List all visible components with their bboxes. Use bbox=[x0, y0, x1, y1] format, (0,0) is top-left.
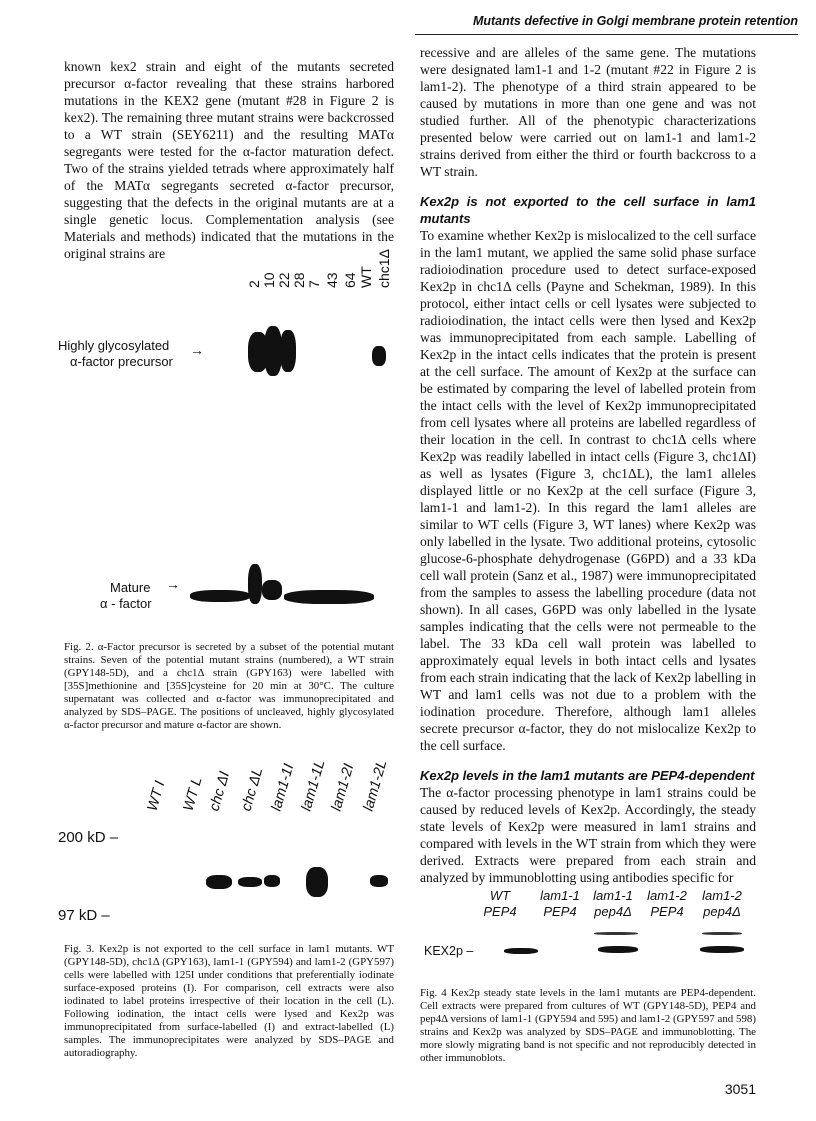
fig3-lane-label: chc ΔL bbox=[238, 765, 267, 813]
arrow-icon: → bbox=[166, 578, 180, 593]
fig4-lane-header bbox=[637, 888, 697, 920]
fig4-lane-top: lam1-1 bbox=[593, 888, 633, 903]
figure-3 bbox=[40, 745, 410, 930]
fig4-band bbox=[598, 946, 638, 953]
fig2-mature-label-2: α - factor bbox=[100, 596, 152, 611]
fig2-band bbox=[372, 346, 386, 366]
fig4-lane-bottom: pep4Δ bbox=[703, 904, 741, 919]
fig2-band bbox=[284, 590, 374, 604]
fig3-lane-label: lam1-1I bbox=[268, 762, 298, 813]
fig3-marker-97: 97 kD – bbox=[58, 907, 110, 924]
fig2-band bbox=[280, 330, 296, 372]
fig4-lane-bottom: PEP4 bbox=[543, 904, 577, 919]
fig2-lane-label: WT bbox=[358, 266, 374, 288]
fig4-lane-header bbox=[530, 888, 590, 920]
fig4-band bbox=[594, 932, 638, 935]
fig4-lane-bottom: pep4Δ bbox=[594, 904, 632, 919]
figure-2 bbox=[40, 240, 410, 640]
fig3-lane-label: lam1-1L bbox=[298, 758, 329, 813]
figure-4 bbox=[420, 880, 760, 970]
fig2-lane-label: 22 bbox=[276, 272, 292, 288]
fig2-caption: Fig. 2. α-Factor precursor is secreted by a subset of the potential mutant strains. Seven of the potential mutant strains (numbered), a WT strain (GPY148-5D), and a chc1Δ strain (GPY163) were labelled with [35S]methionine and [35S]cysteine for 20 min at 30°C. The culture supernatant was collected and α-factor was immunoprecipitated and analyzed by SDS–PAGE. The positions of uncleaved, highly glycosylated α-factor precursor and mature α-factor are shown. bbox=[64, 641, 394, 731]
fig3-band bbox=[370, 875, 388, 887]
right-column bbox=[420, 44, 756, 886]
fig2-lane-label: 43 bbox=[324, 272, 340, 288]
fig4-lane-top: WT bbox=[489, 888, 511, 903]
fig4-lane-header bbox=[692, 888, 752, 920]
fig2-precursor-label-2: α-factor precursor bbox=[70, 354, 173, 369]
fig3-caption: Fig. 3. Kex2p is not exported to the cell surface in lam1 mutants. WT (GPY148-5D), chc1Δ (GPY163), lam1-1 (GPY594) and lam1-2 (GPY597) cells were labelled with 125I under conditions that preferentially iodinate surface-exposed proteins (I). For comparison, cell extracts were also iodinated to label proteins irrespective of their location in the cell (L). Following iodination, the intact cells were lysed and Kex2p was immunoprecipitated from surface-labelled (I) and extract-labelled (L) samples. The immunoprecipitates were analyzed by SDS–PAGE and autoradiography. bbox=[64, 943, 394, 1059]
right-paragraph-3: The α-factor processing phenotype in lam1 strains could be caused by reduced levels of Kex2p. Accordingly, the steady state levels of Kex2p were measured in lam1 strains and compared with levels in the WT strain from which they were derived. Extracts were prepared from each strain and analyzed by immunoblotting using antibodies specific for bbox=[420, 785, 756, 885]
fig2-lane-label: 28 bbox=[291, 272, 307, 288]
fig4-lane-top: lam1-2 bbox=[647, 888, 687, 903]
fig4-lane-top: lam1-2 bbox=[702, 888, 742, 903]
right-paragraph-2: To examine whether Kex2p is mislocalized to the cell surface in the lam1 mutant, we applied the same solid phase surface radioiodination procedure used to detect surface-exposed Kex2p in chc1Δ cells (Payne and Schekman, 1989). In this protocol, either intact cells or cell lysates were subjected to radioiodination, the intact cells were then lysed and Kex2p was immunoprecipitated from each sample. Labelling of Kex2p in the intact cells indicates that the protein is present at the cell surface. The amount of Kex2p at the surface can be estimated by comparing the level of labelled protein from the intact cells with the level of Kex2p immunoprecipitated from cell lysates where all proteins are labelled regardless of their location in the cell. In contrast to chc1Δ cells where Kex2p was readily labelled in intact cells (Figure 3, chc1ΔI) as well as lysates (Figure 3, chc1ΔL), the lam1 alleles displayed little or no Kex2p at the cell surface (Figure 3, lam1-1 and lam1-2). In this regard the lam1 alleles are similar to WT cells (Figure 3, WT lanes) where Kex2p was only labelled in the lysate. Two additional proteins, cytosolic glucose-6-phosphate dehydrogenase (G6PD) and a 33 kDa cell wall protein (Sanz et al., 1987) were immunoprecipitated from the samples to assess the labelling procedure (data not shown). In all cases, G6PD was only labelled in the lysate samples indicating that the cells were not permeable to the label. The 33 kDa cell wall protein was labelled to approximately equal levels in both intact cells and lysates from each strain indicating that the lack of Kex2p labelling in WT and lam1 cells was not due to a problem with the iodination procedure. Therefore, although lam1 alleles secrete precursor α-factor, they do not mislocalize Kex2p to the cell surface. bbox=[420, 228, 756, 753]
fig4-band bbox=[702, 932, 742, 935]
fig4-caption: Fig. 4 Kex2p steady state levels in the lam1 mutants are PEP4-dependent. Cell extracts were prepared from cultures of WT (GPY148-5D), PEP4 and pep4Δ versions of lam1-1 (GPY594 and 595) and lam1-2 (GPY597 and 598) strains and Kex2p was analyzed by SDS–PAGE and immunoblotting. The more slowly migrating band is not specific and not reproducibly detected in other immunoblots. bbox=[420, 987, 756, 1064]
fig3-lane-label: lam1-2I bbox=[328, 762, 358, 813]
fig3-lane-label: WT I bbox=[144, 779, 169, 813]
header-rule bbox=[415, 34, 798, 35]
fig4-band bbox=[700, 946, 744, 953]
running-header: Mutants defective in Golgi membrane protein retention bbox=[472, 14, 798, 28]
fig2-band bbox=[262, 580, 282, 600]
left-column bbox=[64, 58, 394, 262]
fig4-band bbox=[504, 948, 538, 954]
section-heading-2: Kex2p levels in the lam1 mutants are PEP4-dependent bbox=[420, 768, 755, 783]
fig2-lane-label: 2 bbox=[246, 280, 262, 288]
fig4-band-label: KEX2p – bbox=[424, 944, 474, 958]
fig3-lane-label: lam1-2L bbox=[360, 758, 391, 813]
fig2-band bbox=[190, 590, 250, 602]
fig3-band bbox=[264, 875, 280, 887]
fig2-lane-label: chc1Δ bbox=[376, 249, 392, 288]
arrow-icon: → bbox=[190, 344, 204, 359]
fig4-lane-header bbox=[470, 888, 530, 920]
fig4-lane-bottom: PEP4 bbox=[650, 904, 684, 919]
page-number: 3051 bbox=[724, 1081, 756, 1097]
fig2-lane-label: 7 bbox=[306, 280, 322, 288]
fig2-lane-label: 64 bbox=[342, 272, 358, 288]
fig3-band bbox=[306, 867, 328, 897]
fig3-lane-label: WT L bbox=[180, 775, 206, 813]
left-paragraph: known kex2 strain and eight of the mutants secreted precursor α-factor revealing that these strains harbored mutations in the KEX2 gene (mutant #28 in Figure 2 is kex2). The remaining three mutant strains were backcrossed to a WT strain (SEY6211) and the resulting MATα segregants were tested for the α-factor maturation defect. Two of the strains yielded tetrads where approximately half of the MATα segregants secreted α-factor precursor, suggesting that the defects in the original mutants are at a single genetic locus. Complementation analysis (see Materials and methods) indicated that the mutations in the original strains are bbox=[64, 59, 394, 261]
fig2-lane-label: 10 bbox=[261, 272, 277, 288]
fig2-precursor-label-1: Highly glycosylated bbox=[58, 338, 170, 353]
right-paragraph-1: recessive and are alleles of the same gene. The mutations were designated lam1-1 and 1-2 (mutant #22 in Figure 2 is lam1-2). The phenotype of a third strain appeared to be caused by mutations in more than one gene and was not studied further. All of the phenotypic characterizations presented below were carried out on lam1-1 and lam1-2 strains derived from either the third or fourth backcross to a WT strain. bbox=[420, 45, 756, 179]
fig2-mature-label-1: Mature bbox=[110, 580, 151, 595]
fig3-marker-200: 200 kD – bbox=[58, 829, 119, 846]
fig3-lane-label: chc ΔI bbox=[206, 769, 234, 813]
fig4-lane-header bbox=[583, 888, 643, 920]
fig4-lane-top: lam1-1 bbox=[540, 888, 580, 903]
fig3-band bbox=[206, 875, 232, 889]
section-heading-1: Kex2p is not exported to the cell surface in lam1 mutants bbox=[420, 194, 756, 226]
fig2-band bbox=[248, 564, 262, 604]
fig4-lane-bottom: PEP4 bbox=[483, 904, 517, 919]
fig3-band bbox=[238, 877, 262, 887]
